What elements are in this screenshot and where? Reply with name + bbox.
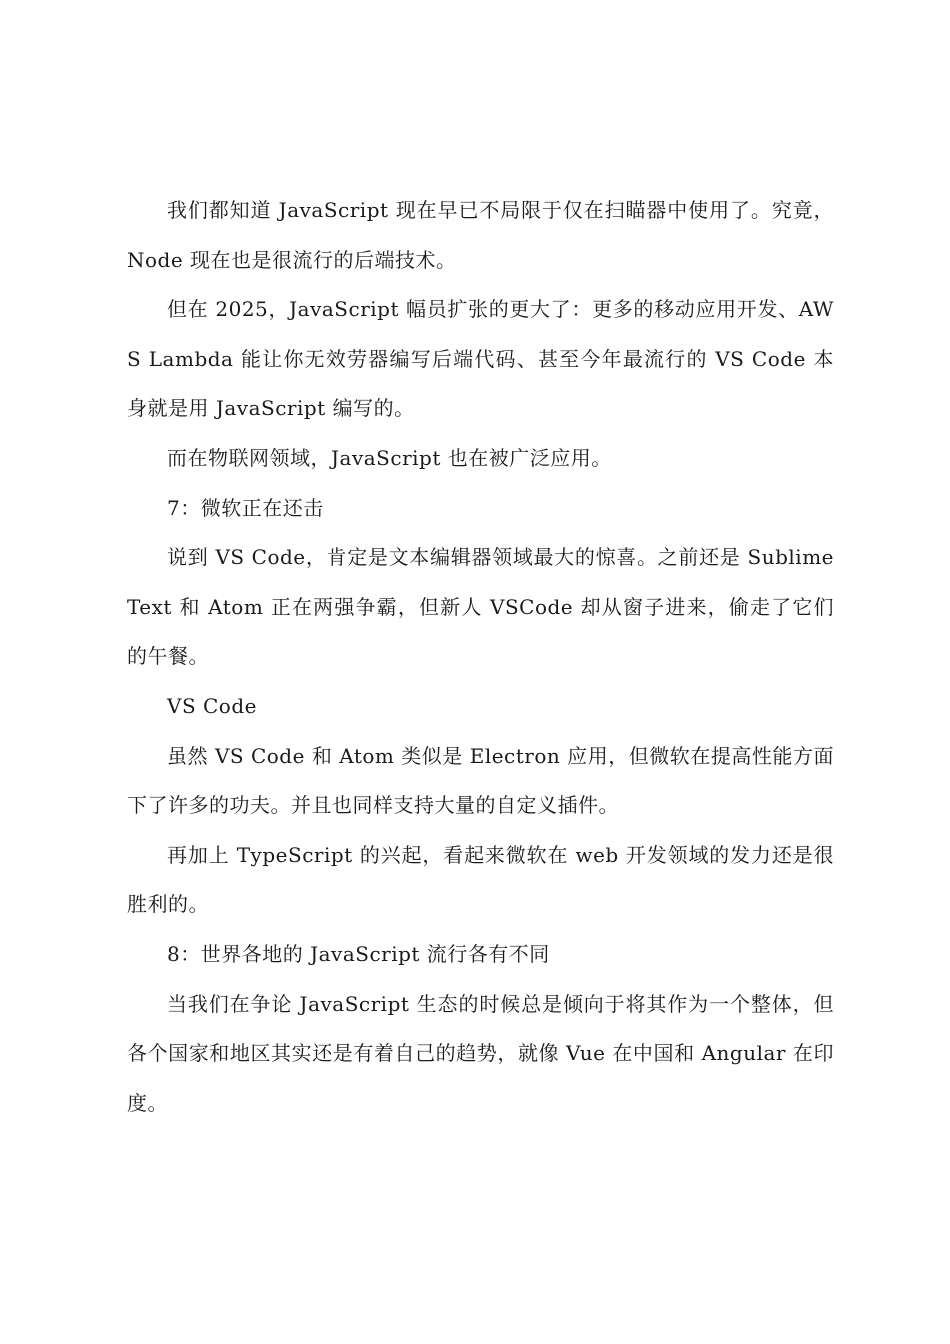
document-body: [127, 186, 834, 1128]
paragraph-javascript-beyond-browser: 我们都知道 JavaScript 现在早已不局限于仅在扫瞄器中使用了。究竟，Node 现在也是很流行的后端技术。: [127, 198, 834, 272]
paragraph-vscode-performance: 虽然 VS Code 和 Atom 类似是 Electron 应用，但微软在提高性能方面下了许多的功夫。并且也同样支持大量的自定义插件。: [127, 743, 834, 818]
caption-vscode: VS Code: [167, 693, 257, 718]
paragraph-vscode-surprise: 说到 VS Code，肯定是文本编辑器领域最大的惊喜。之前还是 Sublime Text 和 Atom 正在两强争霸，但新人 VSCode 却从窗子进来，偷走了它们的午餐。: [127, 545, 834, 669]
section-heading-7: 7：微软正在还击: [167, 495, 324, 520]
section-heading-8: 8：世界各地的 JavaScript 流行各有不同: [167, 941, 550, 966]
paragraph-typescript: 再加上 TypeScript 的兴起，看起来微软在 web 开发领域的发力还是很胜利的。: [127, 842, 834, 917]
paragraph-javascript-expansion: 但在 2025，JavaScript 幅员扩张的更大了：更多的移动应用开发、AWS Lambda 能让你无效劳器编写后端代码、甚至今年最流行的 VS Code 本身就是用 JavaScript 编写的。: [127, 297, 834, 421]
paragraph-iot: 而在物联网领域，JavaScript 也在被广泛应用。: [167, 445, 612, 470]
paragraph-regional-trends: 当我们在争论 JavaScript 生态的时候总是倾向于将其作为一个整体，但各个国家和地区其实还是有着自己的趋势，就像 Vue 在中国和 Angular 在印度。: [127, 991, 834, 1115]
